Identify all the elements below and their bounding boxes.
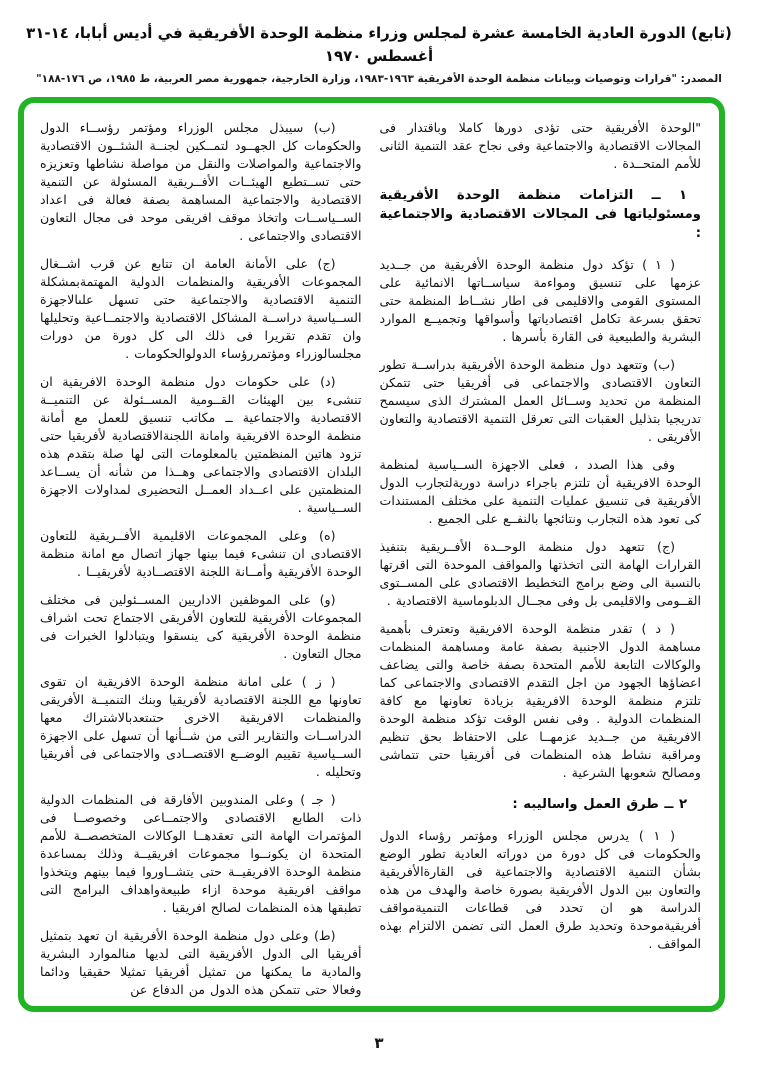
paragraph: ( جـ ) وعلى المندوبين الأفارقة فى المنظمات الدولية ذات الطابع الاقتصادى والاجتمــاعى وخصوصــا فى المؤتمرات الهامة التى تعقدهــا الوكالات المتخصصــة للأمم المتحدة ان يكونــوا مجموعات افريقيــة وذلك بمساعدة منظمة الوحدة الافريقيــة حتى يتشــاوروا فيما بينهم ويتخذوا مواقف افريقية موحدة ازاء طبيعةواهداف البرامج التى تطبقها هذه المنظمات لصالح افريقيا . <box>40 792 362 915</box>
paragraph: ( ١ ) تؤكد دول منظمة الوحدة الأفريقية من جــديد عزمها على تنسيق ومواءمة سياســاتها الانمائية على المستوى القومى والاقليمى فى اطار نشــاط المنظمة حتى تحقق بسرعة تكامل اقتصادياتها وأسواقها وتجميــع الموارد البشرية والطبيعية فى القارة بأسرها . <box>379 256 701 344</box>
paragraph: (ه) وعلى المجموعات الاقليمية الأفــريقية للتعاون الاقتصادى ان تنشىء فيما بينها جهاز اتصال مع امانة منظمة الوحدة الأفريقية وأمــانة اللجنة الاقتصــادية لأفريقيــا . <box>40 528 362 579</box>
paragraph: (د) على حكومات دول منظمة الوحدة الافريقية ان تنشىء بين الهيئات القــومية المســئولة عن التنميــة الاقتصادية والاجتماعية ــ مكاتب تنسيق للعمل مع أمانة منظمة الوحدة الافريقية وامانة اللجنةالاقتصادية لأفريقيا حتى تزود هاتين المنظمتين بالمعلومات التى لها صلة بتقدم هذه البلدان الاقتصادى والاجتماعى وهــذا من شأنه أن يســاعد المنظمتين على اعــداد العمــل التحضيرى لمداولات الاجهزة الســياسية . <box>40 374 362 515</box>
paragraph: وفى هذا الصدد ، فعلى الاجهزة الســياسية لمنظمة الوحدة الافريقية أن تلتزم باجراء دراسة دوريةلتجارب الدول الأفريقية فى تنسيق عمليات التنمية على مختلف المستندات كى تعود هذه التجارب ونتائجها بالنفــع على الجميع . <box>379 456 701 526</box>
paragraph: ( د ) تقدر منظمة الوحدة الافريقية وتعترف بأهمية مساهمة الدول الاجنبية بصفة عامة ومساهمة المنظمات والوكالات التابعة للأمم المتحدة بصفة خاصة والتى يضاعف اعضاؤها الجهود من اجل التقدم الاقتصادى والاجتماعى كما تلتزم منظمة الوحدة الافريقية بزيادة تعاونها مع كافة المنظمات الدولية . وفى نفس الوقت تؤكد منظمة الوحدة الافريقية من جــديد عزمهــا على الاحتفاظ بحق تنظيم ومراقبة نشاط هذه المنظمات فى أفريقيا حتى تتماشى ومصالح شعوبها الشرعية . <box>379 620 701 780</box>
page-number: ٣ <box>374 1034 384 1052</box>
section-heading-methods: ٢ ــ طرق العمل واساليبه : <box>512 796 687 812</box>
two-column-text <box>40 119 701 997</box>
source-citation: المصدر: "قرارات وتوصيات وبيانات منظمة الوحدة الأفريقية ١٩٦٣-١٩٨٣، وزارة الخارجية، جمهورية مصر العربية، ط ١٩٨٥، ص ١٧٦-١٨٨" <box>36 73 722 85</box>
column-right <box>380 119 702 994</box>
page-header <box>10 22 748 85</box>
paragraph: (ب) وتتعهد دول منظمة الوحدة الأفريقية بدراســة تطور التعاون الاقتصادى والاجتماعى فى أفريقيا حتى تتمكن المنظمة من تحديد وســائل العمل المشترك الذى سيسمح تدريجيا بتذليل العقبات التى تعرقل التنمية الاقتصادية والتعاون الأفريقى . <box>379 356 701 444</box>
paragraph: ( ز ) على امانة منظمة الوحدة الافريقية ان تقوى تعاونها مع اللجنة الاقتصادية لأفريقيا وبنك التنميــة الأفريقى والمنظمات الافريقية الاخرى حتىتعدبالاشتراك معها الدراســات والتقارير التى من شــأنها أن تسهل على الاجهزة الســياسية تقييم الوضــع الاقتصــادى والاجتماعى فى أفريقيا وتحليله . <box>40 674 362 779</box>
paragraph: (و) على الموظفين الاداريين المســئولين فى مختلف المجموعات الأفريقية للتعاون الأفريقى الاجتماع تحت اشراف منظمة الوحدة الأفريقية كى ينسقوا ويتبادلوا الخبرات فى مجال التعاون . <box>40 592 362 661</box>
paragraph: (ط) وعلى دول منظمة الوحدة الأفريقية ان تعهد بتمثيل أفريقيا الى الدول الأفريقية التى لديها منالموارد البشرية والمادية ما يمكنها من تمثيل أفريقيا تمثيلا حقيقيا ودائما وفعالا حتى تتمكن هذه الدول من الدفاع عن <box>40 928 362 997</box>
paragraph-continuation: "الوحدة الأفريقية حتى تؤدى دورها كاملا وباقتدار فى المجالات الاقتصادية والاجتماعية وفى نجاح عقد التنمية الثانى للأمم المتحــدة . <box>379 120 701 171</box>
paragraph: (ب) سيبذل مجلس الوزراء ومؤتمر رؤســاء الدول والحكومات كل الجهــود لتمــكين لجنــة الشئــون الاقتصادية والاجتماعية والمواصلات والنقل من مواصلة نشاطها وتعزيزه حتى تســتطيع الهيئــات الأفــريقية المسئولة عن التنمية الاقتصادية والاجتماعية المساهمة بصفة فعالة فى اعداد الســياســات واتخاذ موقف افريقى موحد فى مجال التعاون الاقتصادى والاجتماعى . <box>40 120 362 243</box>
green-content-frame <box>18 97 725 1012</box>
paragraph: (ج) تتعهد دول منظمة الوحــدة الأفــريقية بتنفيذ القرارات الهامة التى اتخذتها والمواقف الموحدة التى اقرتها بالنسبة الى وضع برامج التخطيط الاقتصادى على المســتوى القــومى والاقليمى بل وفى مجــال الدبلوماسية الاقتصادية . <box>379 538 701 608</box>
paragraph: ( ١ ) يدرس مجلس الوزراء ومؤتمر رؤساء الدول والحكومات فى كل دورة من دوراته العادية تطور الوضع بشأن التنمية الاقتصادية والاجتماعية فى القارةالأفريقية والتعاون بين الدول الأفريقية بصورة خاصة والهدف من هذه الدراسة هو ان تحدد فى قطاعات التنميةمواقف أفريقيةموحدة وتحديد طرق العمل التى تضمن الالتزام بهذه المواقف . <box>379 827 701 951</box>
session-title: (تابع) الدورة العادية الخامسة عشرة لمجلس وزراء منظمة الوحدة الأفريقية في أديس أبابا، ١٤-٣١ أغسطس ١٩٧٠ <box>26 24 732 65</box>
paragraph: (ج) على الأمانة العامة ان تتابع عن قرب اشــغال المجموعات الأفريقية والمنظمات الدولية المهتمةبمشكلة التنمية الاقتصادية والاجتماعية حتى تسهل علىالاجهزة الســياسية دراســة المشاكل الاقتصادية والاجتمــاعية وتحليلها وان تقدم تقريرا فى ذلك الى كل دورة من دورات مجلسالوزراء ومؤتمررؤساء الدولوالحكومات . <box>40 256 362 361</box>
column-left <box>40 119 362 997</box>
section-heading-commitments: ١ ــ التزامات منظمة الوحدة الأفريقية ومسئولياتها فى المجالات الاقتصادية والاجتماعية : <box>379 188 701 241</box>
